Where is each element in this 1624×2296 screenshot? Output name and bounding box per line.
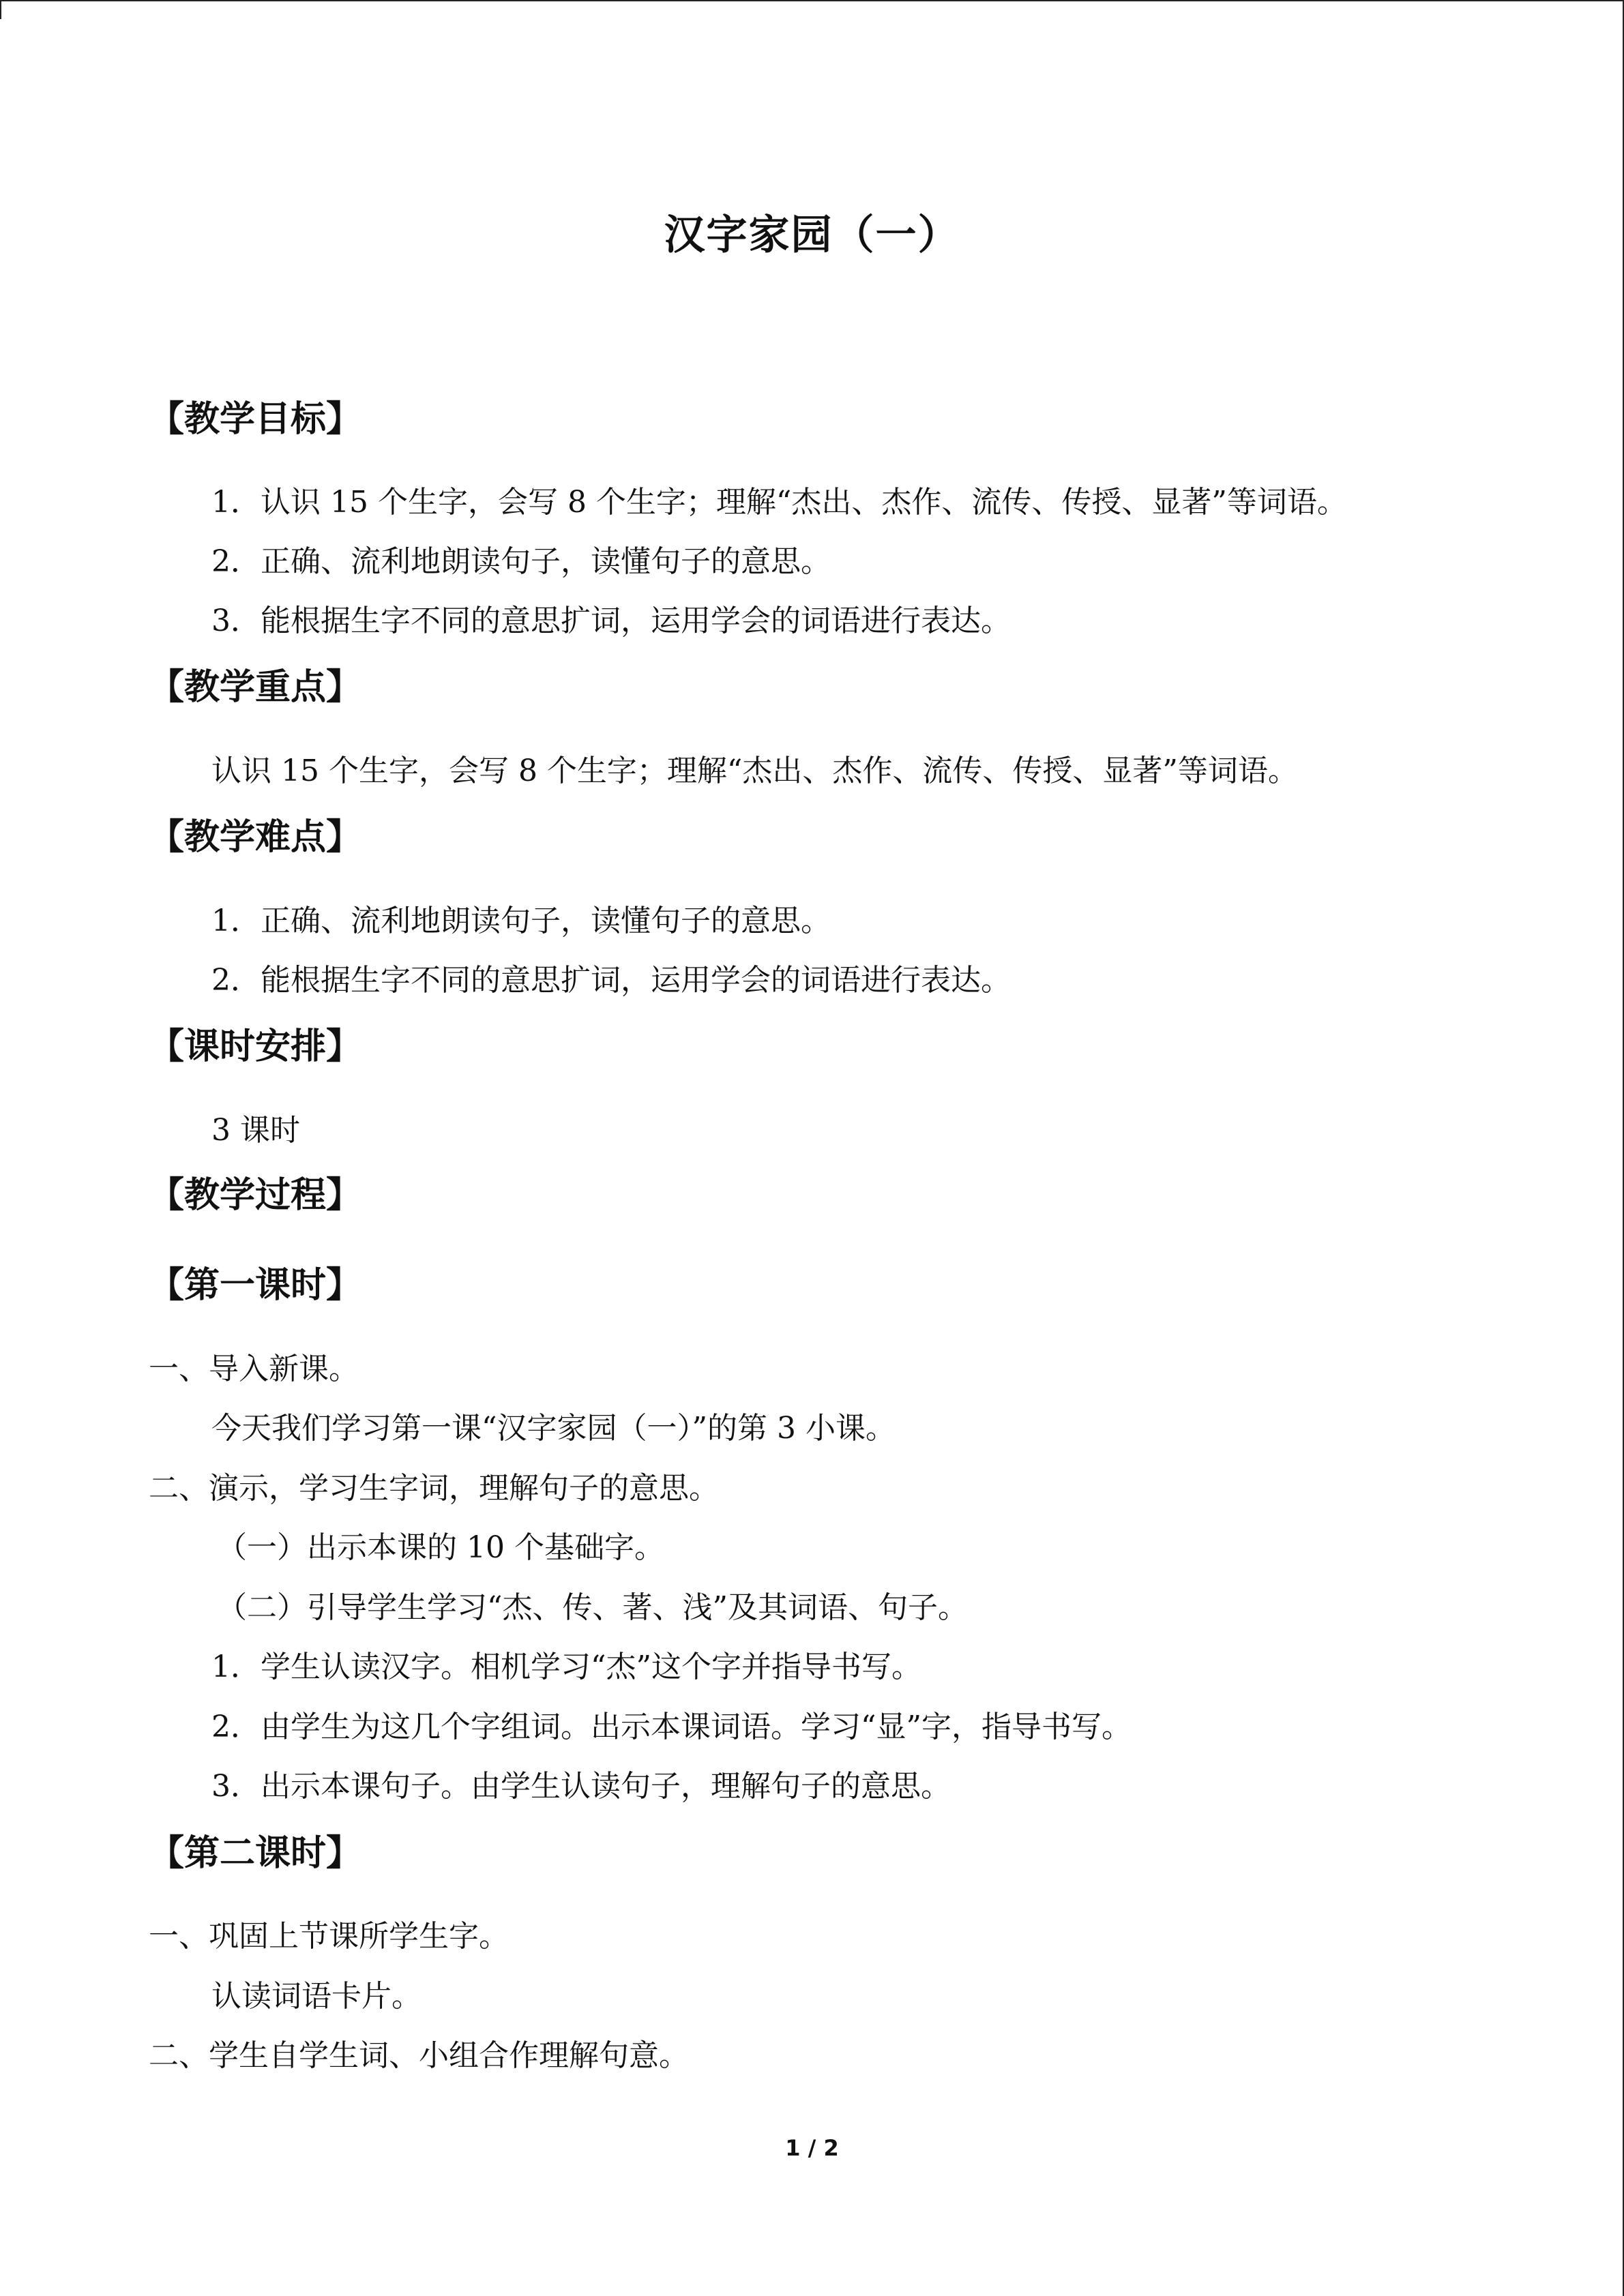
lesson2-line-2: 认读词语卡片。 — [211, 1979, 422, 2014]
heading-lesson-2: 【第二课时】 — [149, 1833, 362, 1874]
heading-lesson-1: 【第一课时】 — [149, 1265, 362, 1306]
lesson1-line-1: 一、导入新课。 — [149, 1352, 359, 1386]
lesson1-line-3: 二、演示，学习生字词，理解句子的意思。 — [149, 1471, 719, 1506]
heading-objectives: 【教学目标】 — [149, 399, 362, 440]
lesson1-line-6: 1．学生认读汉字。相机学习“杰”这个字并指导书写。 — [211, 1650, 921, 1684]
heading-process: 【教学过程】 — [149, 1175, 362, 1216]
lesson2-line-3: 二、学生自学生词、小组合作理解句意。 — [149, 2038, 689, 2073]
lesson1-line-5: （二）引导学生学习“杰、传、著、浅”及其词语、句子。 — [217, 1590, 968, 1625]
heading-key-points: 【教学重点】 — [149, 667, 362, 708]
objective-item-3: 3．能根据生字不同的意思扩词，运用学会的词语进行表达。 — [211, 603, 1011, 638]
key-points-text: 认识 15 个生字，会写 8 个生字；理解“杰出、杰作、流传、传授、显著”等词语。 — [211, 754, 1298, 788]
lesson1-line-4: （一）出示本课的 10 个基础字。 — [217, 1530, 664, 1565]
difficulty-item-1: 1．正确、流利地朗读句子，读懂句子的意思。 — [211, 904, 831, 938]
heading-schedule: 【课时安排】 — [149, 1026, 362, 1067]
heading-difficulties: 【教学难点】 — [149, 817, 362, 858]
lesson1-line-2: 今天我们学习第一课“汉字家园（一）”的第 3 小课。 — [211, 1411, 896, 1446]
page-border-top — [0, 0, 1624, 1]
document-title: 汉字家园（一） — [664, 211, 960, 259]
difficulty-item-2: 2．能根据生字不同的意思扩词，运用学会的词语进行表达。 — [211, 963, 1011, 998]
lesson2-line-1: 一、巩固上节课所学生字。 — [149, 1919, 509, 1954]
lesson1-line-8: 3．出示本课句子。由学生认读句子，理解句子的意思。 — [211, 1769, 951, 1804]
objective-item-1: 1．认识 15 个生字，会写 8 个生字；理解“杰出、杰作、流传、传授、显著”等词语。 — [211, 485, 1347, 520]
page-number: 1 / 2 — [785, 2135, 839, 2161]
lesson1-line-7: 2．由学生为这几个字组词。出示本课词语。学习“显”字，指导书写。 — [211, 1710, 1132, 1744]
objective-item-2: 2．正确、流利地朗读句子，读懂句子的意思。 — [211, 544, 831, 579]
page-border-left — [0, 0, 1, 19]
schedule-text: 3 课时 — [211, 1113, 300, 1148]
